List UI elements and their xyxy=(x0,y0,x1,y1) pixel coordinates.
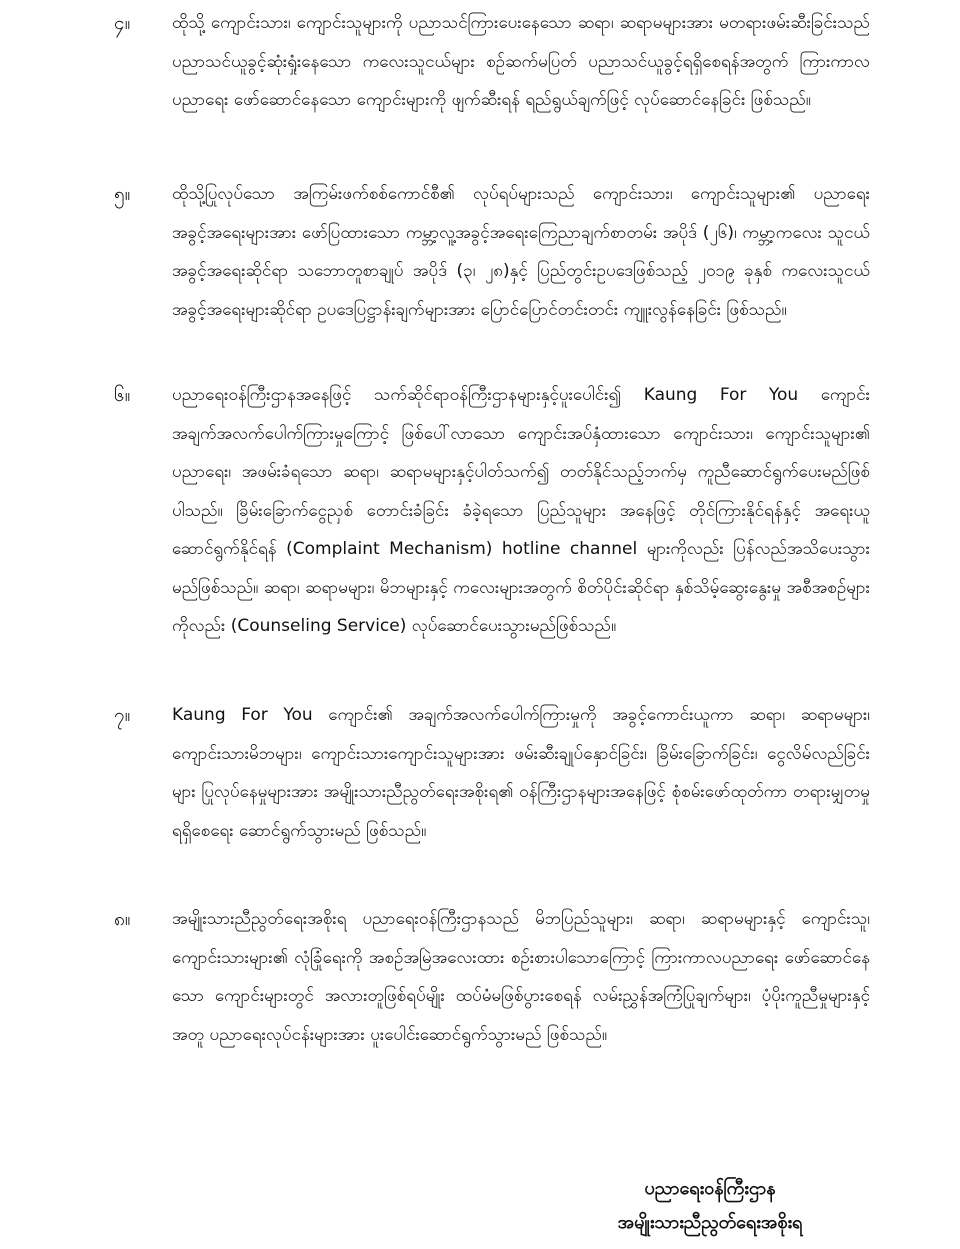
paragraph-number: ၄။ xyxy=(114,12,131,34)
signature-ministry: ပညာရေးဝန်ကြီးဌာန xyxy=(644,1178,776,1199)
signature-block xyxy=(560,1172,860,1240)
paragraph-text: ထိုသို့ပြုလုပ်သော အကြမ်းဖက်စစ်ကောင်စီ၏ လုပ်ရပ်များသည် ကျောင်းသား၊ ကျောင်းသူများ၏ ပညာရေးအခွင့်အရေးများအား ဖော်ပြထားသော ကမ္ဘာ့လူ့အခွင့်အရေးကြေညာချက်စာတမ်း အပိုဒ် (၂၆)၊ ကမ္ဘာ့ကလေး သူငယ်အခွင့်အရေးဆိုင်ရာ သဘောတူစာချုပ် အပိုဒ် (၃၊ ၂၈)နှင့် ပြည်တွင်းဥပဒေဖြစ်သည့် ၂၀၁၉ ခုနှစ် ကလေးသူငယ်အခွင့်အရေးများဆိုင်ရာ ဥပဒေပြဋ္ဌာန်းချက်များအား ပြောင်ပြောင်တင်းတင်း ကျူးလွန်နေခြင်း ဖြစ်သည်။ xyxy=(172,184,870,320)
paragraph-text: ထိုသို့ ကျောင်းသား၊ ကျောင်းသူများကို ပညာသင်ကြားပေးနေသော ဆရာ၊ ဆရာမများအား မတရားဖမ်းဆီးခြင်းသည် ပညာသင်ယူခွင့်ဆုံးရှုံးနေသော ကလေးသူငယ်များ စဉ်ဆက်မပြတ် ပညာသင်ယူခွင့်ရရှိစေရန်အတွက် ကြားကာလပညာရေး ဖော်ဆောင်နေသော ကျောင်းများကို ဖျက်ဆီးရန် ရည်ရွယ်ချက်ဖြင့် လုပ်ဆောင်နေခြင်း ဖြစ်သည်။ xyxy=(172,13,870,110)
paragraph-number: ၇။ xyxy=(114,704,131,726)
paragraph-number: ၅။ xyxy=(114,183,131,205)
paragraph-text: ပညာရေးဝန်ကြီးဌာနအနေဖြင့် သက်ဆိုင်ရာဝန်ကြီးဌာနများနှင့်ပူးပေါင်း၍ Kaung For You ကျောင်း အချက်အလက်ပေါက်ကြားမှုကြောင့် ဖြစ်ပေါ်လာသော ကျောင်းအပ်နှံထားသော ကျောင်းသား၊ ကျောင်းသူများ၏ ပညာရေး၊ အဖမ်းခံရသော ဆရာ၊ ဆရာမများနှင့်ပါတ်သက်၍ တတ်နိုင်သည့်ဘက်မှ ကူညီဆောင်ရွက်ပေးမည်ဖြစ်ပါသည်။ ခြိမ်းခြောက်ငွေညှစ် တောင်းခံခြင်း ခံခဲ့ရသော ပြည်သူများ အနေဖြင့် တိုင်ကြားနိုင်ရန်နှင့် အရေးယူဆောင်ရွက်နိုင်ရန် (Complaint Mechanism) hotline channel များကိုလည်း ပြန်လည်အသိပေးသွားမည်ဖြစ်သည်။ ဆရာ၊ ဆရာမများ၊ မိဘများနှင့် ကလေးများအတွက် စိတ်ပိုင်းဆိုင်ရာ နှစ်သိမ့်ဆွေးနွေးမှု အစီအစဉ်များကိုလည်း (Counseling Service) လုပ်ဆောင်ပေးသွားမည်ဖြစ်သည်။ xyxy=(172,385,870,636)
paragraph-number: ၈။ xyxy=(114,908,131,930)
paragraph-text: Kaung For You ကျောင်း၏ အချက်အလက်ပေါက်ကြားမှုကို အခွင့်ကောင်းယူကာ ဆရာ၊ ဆရာမများ၊ ကျောင်းသားမိဘများ၊ ကျောင်းသားကျောင်းသူများအား ဖမ်းဆီးချုပ်နှောင်ခြင်း၊ ခြိမ်းခြောက်ခြင်း၊ ငွေလိမ်လည်ခြင်းများ ပြုလုပ်နေမှုများအား အမျိုးသားညီညွတ်ရေးအစိုးရ၏ ဝန်ကြီးဌာနများအနေဖြင့် စုံစမ်းဖော်ထုတ်ကာ တရားမျှတမှုရရှိစေရေး ဆောင်ရွက်သွားမည် ဖြစ်သည်။ xyxy=(172,705,870,841)
paragraph-number: ၆။ xyxy=(114,384,131,406)
paragraph-text: အမျိုးသားညီညွတ်ရေးအစိုးရ ပညာရေးဝန်ကြီးဌာနသည် မိဘပြည်သူများ၊ ဆရာ၊ ဆရာမများနှင့် ကျောင်းသူ၊ ကျောင်းသားများ၏ လုံခြုံရေးကို အစဉ်အမြဲအလေးထား စဉ်းစားပါသောကြောင့် ကြားကာလပညာရေး ဖော်ဆောင်နေသော ကျောင်းများတွင် အလားတူဖြစ်ရပ်မျိုး ထပ်မံမဖြစ်ပွားစေရန် လမ်းညွှန်အကြံပြုချက်များ၊ ပံ့ပိုးကူညီမှုများနှင့်အတူ ပညာရေးလုပ်ငန်းများအား ပူးပေါင်းဆောင်ရွက်သွားမည် ဖြစ်သည်။ xyxy=(172,909,870,1045)
signature-government: အမျိုးသားညီညွတ်ရေးအစိုးရ xyxy=(617,1212,803,1233)
